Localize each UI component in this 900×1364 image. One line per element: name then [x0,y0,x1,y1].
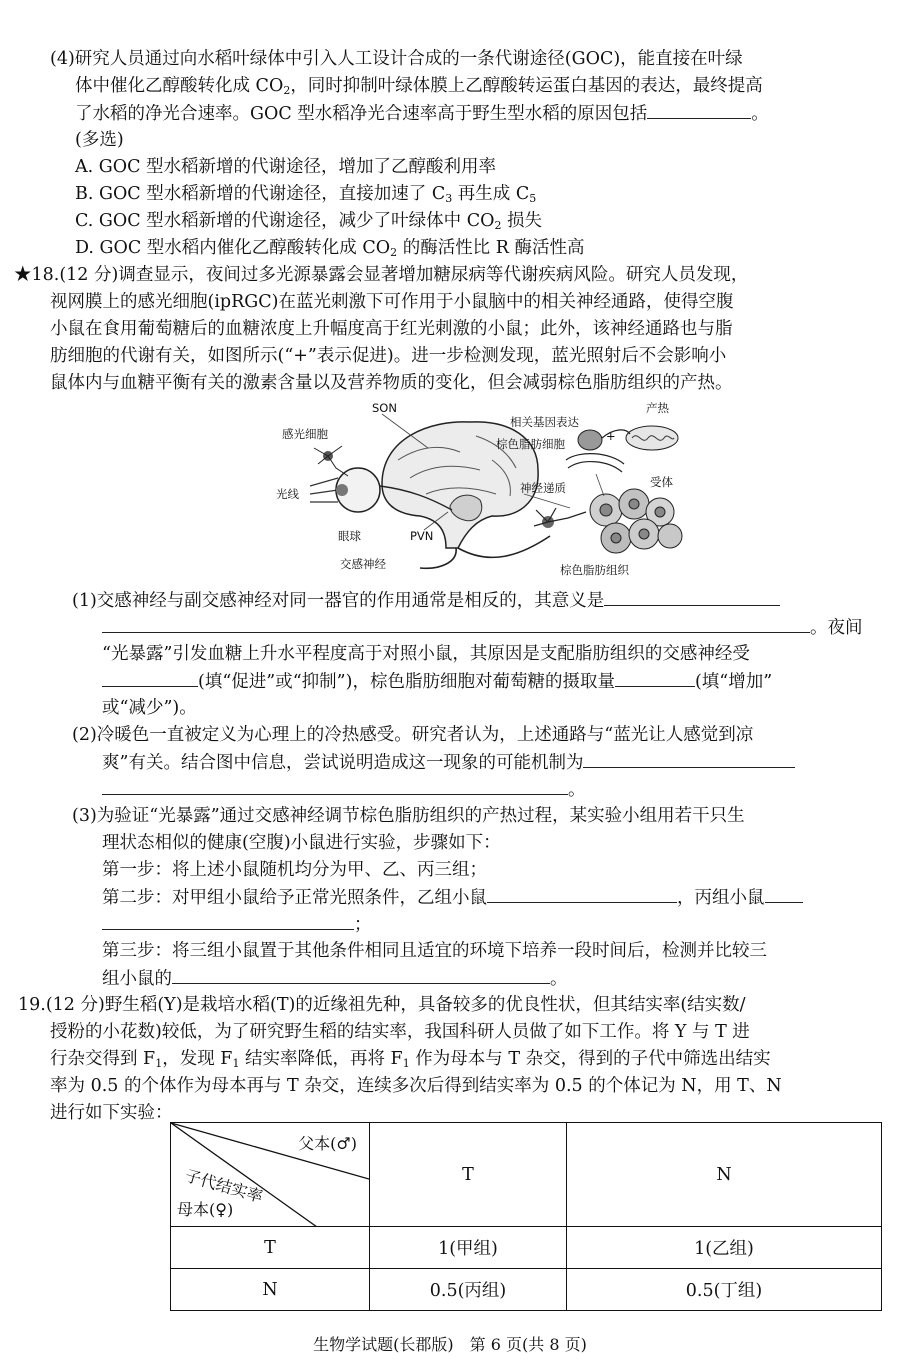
answer-blank[interactable] [102,668,198,687]
q18-stem-line-2: 视网膜上的感光细胞(ipRGC)在蓝光刺激下可作用于小鼠脑中的相关神经通路，使得空腹 [50,292,734,312]
label-brown-adipose-tissue: 棕色脂肪组织 [560,563,629,577]
q18-stem-line-4: 肪细胞的代谢有关，如图所示(“+”表示促进)。进一步检测发现，蓝光照射后不会影响小 [50,346,727,366]
q17-option-c: C. GOC 型水稻新增的代谢途径，减少了叶绿体中 $CO_2$ 损失 [75,211,543,232]
q18-part1-line-1: (1)交感神经与副交感神经对同一器官的作用通常是相反的，其意义是 [72,587,780,614]
q19-stem-line-1: 19.(12 分)野生稻(Y)是栽培水稻(T)的近缘祖先种，具备较多的优良性状，但其结实率(结实数/ [18,995,746,1015]
label-sympathetic-nerve: 交感神经 [340,557,386,571]
q18-part2-line-3: 。 [102,776,586,803]
q19-stem-line-5: 进行如下实验： [50,1103,173,1123]
q18-stem-line-3: 小鼠在食用葡萄糖后的血糖浓度上升幅度高于红光刺激的小鼠；此外，该神经通路也与脂 [50,319,733,339]
q18-part3-step-3-cont: 组小鼠的 。 [102,965,568,992]
column-header-n: N [567,1123,882,1227]
label-light: 光线 [276,487,299,501]
q18-part1-line-2: 。夜间 [102,614,863,641]
q19-stem-line-4: 率为 0.5 的个体作为母本再与 T 杂交，连续多次后得到结实率为 0.5 的个体记为 N，用 T、N [50,1076,782,1096]
answer-blank[interactable] [102,614,810,633]
q17-option-d: D. GOC 型水稻内催化乙醇酸转化成 $CO_2$ 的酶活性比 R 酶活性高 [75,238,585,259]
q17-4-line-4: (多选) [75,130,124,150]
sympathetic-nerve-path [420,536,550,568]
brown-adipose-tissue-icon [590,489,682,553]
answer-blank[interactable] [647,100,751,119]
q18-part2-line-1: (2)冷暖色一直被定义为心理上的冷热感受。研究者认为，上述通路与“蓝光让人感觉到凉 [72,725,754,745]
q19-stem-line-3: 行杂交得到 $F_1$，发现 $F_1$ 结实率降低，再将 $F_1$ 作为母本与 T 杂交，得到的子代中筛选出结实 [50,1049,771,1070]
photoreceptor-cell-icon [314,446,348,476]
q18-part1-line-4: (填“促进”或“抑制”)，棕色脂肪细胞对葡萄糖的摄取量 (填“增加” [102,668,772,695]
answer-blank[interactable] [102,911,354,930]
page-footer: 生物学试题(长郡版) 第 6 页(共 8 页) [313,1335,587,1354]
q18-part3-step-2: 第二步：对甲组小鼠给予正常光照条件，乙组小鼠 ，丙组小鼠 [102,884,803,911]
cell-group-bing: 0.5(丙组) [370,1269,567,1311]
label-neurotransmitter: 神经递质 [520,481,566,495]
q18-stem-line-5: 鼠体内与血糖平衡有关的激素含量以及营养物质的变化，但会减弱棕色脂肪组织的产热。 [50,373,733,393]
neuron-icon [534,508,586,528]
q17-4-line-1: (4)研究人员通过向水稻叶绿体中引入人工设计合成的一条代谢途径(GOC)，能直接在叶绿 [50,49,743,69]
corner-mother-label: 母本(♀) [177,1200,234,1219]
q18-part1-line-3: “光暴露”引发血糖上升水平程度高于对照小鼠，其原因是支配脂肪组织的交感神经受 [102,644,750,664]
q18-part3-step-2-cont: ； [102,911,372,938]
q17-4-line-2: 体中催化乙醇酸转化成 $CO_2$，同时抑制叶绿体膜上乙醇酸转运蛋白基因的表达，最终提高 [75,76,763,97]
label-pvn: PVN [410,529,434,543]
answer-blank[interactable] [102,776,568,795]
label-photoreceptor: 感光细胞 [282,427,328,441]
light-rays [310,478,338,502]
q18-part3-step-1: 第一步：将上述小鼠随机均分为甲、乙、丙三组； [102,860,487,880]
label-son: SON [372,401,397,415]
answer-blank[interactable] [583,749,795,768]
neural-pathway-figure [270,398,690,578]
corner-offspring-label: 子代结实率 [182,1165,266,1207]
label-plus: + [606,429,616,443]
answer-blank[interactable] [487,884,677,903]
column-header-t: T [370,1123,567,1227]
label-brown-fat-cell: 棕色脂肪细胞 [496,437,565,451]
label-heat-production: 产热 [646,401,669,415]
label-eye: 眼球 [338,529,361,543]
q17-option-b: B. GOC 型水稻新增的代谢途径，直接加速了 $C_3$ 再生成 $C_5$ [75,184,537,205]
row-header-n: N [171,1269,370,1311]
q18-part3-line-1: (3)为验证“光暴露”通过交感神经调节棕色脂肪组织的产热过程，某实验小组用若干只生 [72,806,745,826]
table-row [171,1227,882,1269]
q19-stem-line-2: 授粉的小花数)较低，为了研究野生稻的结实率，我国科研人员做了如下工作。将 Y 与 T 进 [50,1022,750,1042]
table-header-row [171,1123,882,1227]
corner-father-label: 父本(♂) [298,1134,357,1153]
cell-group-jia: 1(甲组) [370,1227,567,1269]
table-corner-cell [171,1123,370,1227]
q18-stem-line-1: ★18.(12 分)调查显示，夜间过多光源暴露会显著增加糖尿病等代谢疾病风险。研究人员发现， [14,265,749,285]
row-header-t: T [171,1227,370,1269]
answer-blank[interactable] [615,668,695,687]
q17-4-line-3: 了水稻的净光合速率。GOC 型水稻净光合速率高于野生型水稻的原因包括 。 [75,100,769,127]
cross-result-table [170,1122,882,1311]
brown-fat-cell-icon [566,426,678,472]
answer-blank[interactable] [765,884,803,903]
answer-blank[interactable] [172,965,550,984]
q17-option-a: A. GOC 型水稻新增的代谢途径，增加了乙醇酸利用率 [75,157,497,177]
q18-part3-step-3: 第三步：将三组小鼠置于其他条件相同且适宜的环境下培养一段时间后，检测并比较三 [102,941,767,961]
q18-part2-line-2: 爽”有关。结合图中信息，尝试说明造成这一现象的可能机制为 [102,749,795,776]
q18-part3-line-2: 理状态相似的健康(空腹)小鼠进行实验，步骤如下： [102,833,501,853]
label-receptor: 受体 [650,475,673,489]
q18-part1-line-5: 或“减少”)。 [102,698,197,718]
label-gene-expression: 相关基因表达 [510,415,579,429]
cell-group-ding: 0.5(丁组) [567,1269,882,1311]
cell-group-yi: 1(乙组) [567,1227,882,1269]
answer-blank[interactable] [604,587,780,606]
table-row [171,1269,882,1311]
